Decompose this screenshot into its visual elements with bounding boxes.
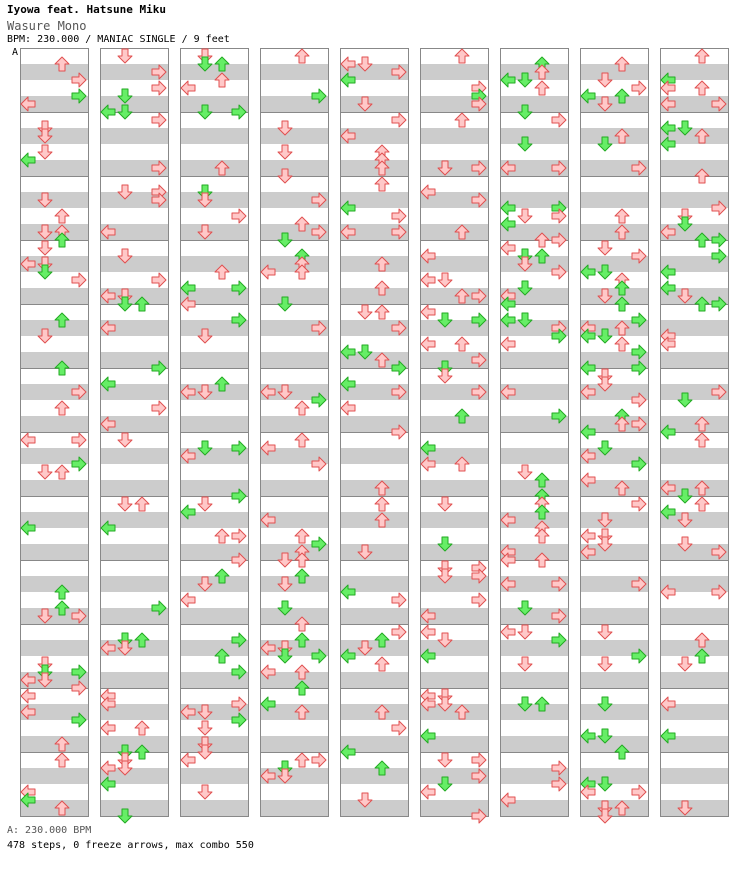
arrow-up-icon (55, 401, 69, 415)
beat-stripe (500, 96, 568, 112)
beat-stripe (580, 288, 648, 304)
beat-stripe (580, 64, 648, 80)
arrow-down-icon (598, 657, 612, 671)
beat-stripe (260, 736, 328, 752)
arrow-right-icon (392, 209, 406, 223)
arrow-up-icon (135, 497, 149, 511)
beat-stripe (660, 448, 728, 464)
chart-column (180, 49, 249, 817)
beat-stripe (180, 128, 248, 144)
arrow-right-icon (312, 753, 326, 767)
beat-stripe (180, 576, 248, 592)
beat-stripe (340, 96, 408, 112)
arrow-left-icon (101, 721, 115, 735)
arrow-left-icon (181, 753, 195, 767)
beat-stripe (660, 768, 728, 784)
arrow-down-icon (198, 785, 212, 799)
beat-stripe (180, 160, 248, 176)
beat-stripe (180, 64, 248, 80)
arrow-up-icon (295, 433, 309, 447)
song-artist: Iyowa feat. Hatsune Miku (7, 3, 166, 16)
arrow-up-icon (215, 529, 229, 543)
beat-stripe (580, 608, 648, 624)
beat-stripe (420, 224, 488, 240)
arrow-down-icon (678, 657, 692, 671)
beat-stripe (340, 256, 408, 272)
beat-stripe (580, 672, 648, 688)
arrow-right-icon (72, 273, 86, 287)
arrow-down-icon (118, 497, 132, 511)
beat-stripe (340, 672, 408, 688)
arrow-right-icon (472, 753, 486, 767)
beat-stripe (580, 800, 648, 816)
beat-stripe (20, 320, 88, 336)
arrow-up-icon (695, 49, 709, 63)
arrow-up-icon (455, 337, 469, 351)
beat-stripe (420, 672, 488, 688)
beat-stripe (420, 512, 488, 528)
beat-stripe (100, 544, 168, 560)
beat-stripe (20, 736, 88, 752)
arrow-right-icon (632, 785, 646, 799)
beat-stripe (340, 608, 408, 624)
arrow-right-icon (232, 529, 246, 543)
beat-stripe (20, 576, 88, 592)
arrow-down-icon (118, 433, 132, 447)
arrow-right-icon (72, 433, 86, 447)
beat-stripe (180, 736, 248, 752)
arrow-up-icon (535, 529, 549, 543)
arrow-up-icon (295, 401, 309, 415)
beat-stripe (340, 448, 408, 464)
beat-stripe (660, 608, 728, 624)
song-title: Wasure Mono (7, 19, 87, 33)
arrow-down-icon (118, 49, 132, 63)
beat-stripe (100, 800, 168, 816)
beat-stripe (260, 128, 328, 144)
arrow-down-icon (38, 241, 52, 255)
arrow-left-icon (341, 401, 355, 415)
arrow-left-icon (501, 625, 515, 639)
beat-stripe (20, 128, 88, 144)
beat-stripe (180, 192, 248, 208)
arrow-down-icon (518, 657, 532, 671)
chart-column (580, 49, 649, 824)
arrow-right-icon (392, 113, 406, 127)
beat-stripe (660, 640, 728, 656)
beat-stripe (20, 352, 88, 368)
beat-stripe (500, 672, 568, 688)
beat-stripe (340, 768, 408, 784)
beat-stripe (660, 800, 728, 816)
beat-stripe (100, 736, 168, 752)
beat-stripe (20, 480, 88, 496)
arrow-left-icon (421, 273, 435, 287)
arrow-right-icon (392, 625, 406, 639)
arrow-down-icon (598, 241, 612, 255)
chart-column (20, 49, 89, 817)
arrow-left-icon (421, 625, 435, 639)
arrow-right-icon (552, 113, 566, 127)
beat-stripe (180, 768, 248, 784)
beat-stripe (100, 128, 168, 144)
beat-stripe (20, 544, 88, 560)
arrow-down-icon (438, 497, 452, 511)
arrow-right-icon (152, 81, 166, 95)
beat-stripe (660, 160, 728, 176)
arrow-down-icon (198, 721, 212, 735)
arrow-up-icon (295, 753, 309, 767)
beat-stripe (180, 608, 248, 624)
arrow-left-icon (421, 785, 435, 799)
bpm-change-marker: A (12, 47, 19, 58)
chart-info: BPM: 230.000 / MANIAC SINGLE / 9 feet (7, 34, 230, 45)
arrow-right-icon (152, 273, 166, 287)
arrow-up-icon (135, 721, 149, 735)
beat-stripe (100, 448, 168, 464)
beat-stripe (500, 736, 568, 752)
beat-stripe (260, 64, 328, 80)
arrow-down-icon (438, 273, 452, 287)
arrow-left-icon (501, 337, 515, 351)
beat-stripe (500, 480, 568, 496)
arrow-right-icon (632, 497, 646, 511)
beat-stripe (340, 512, 408, 528)
beat-stripe (420, 128, 488, 144)
beat-stripe (660, 672, 728, 688)
arrow-down-icon (38, 145, 52, 159)
arrow-left-icon (21, 433, 35, 447)
beat-stripe (340, 480, 408, 496)
beat-stripe (20, 224, 88, 240)
arrow-up-icon (295, 49, 309, 63)
arrow-down-icon (38, 465, 52, 479)
arrow-left-icon (21, 689, 35, 703)
beat-stripe (180, 416, 248, 432)
arrow-up-icon (55, 753, 69, 767)
beat-stripe (500, 448, 568, 464)
beat-stripe (20, 640, 88, 656)
beat-stripe (260, 800, 328, 816)
footer-step-stats: 478 steps, 0 freeze arrows, max combo 550 (7, 840, 254, 851)
arrow-down-icon (518, 209, 532, 223)
arrow-up-icon (535, 81, 549, 95)
arrow-down-icon (518, 465, 532, 479)
beat-stripe (260, 480, 328, 496)
beat-stripe (420, 416, 488, 432)
arrow-up-icon (615, 209, 629, 223)
arrow-down-icon (358, 305, 372, 319)
beat-stripe (500, 128, 568, 144)
beat-stripe (580, 224, 648, 240)
beat-stripe (340, 288, 408, 304)
arrow-down-icon (278, 145, 292, 159)
arrow-up-icon (375, 657, 389, 671)
beat-stripe (340, 160, 408, 176)
beat-stripe (180, 800, 248, 816)
arrow-right-icon (392, 593, 406, 607)
beat-stripe (580, 704, 648, 720)
arrow-down-icon (598, 625, 612, 639)
arrow-down-icon (438, 753, 452, 767)
arrow-down-icon (518, 625, 532, 639)
arrow-right-icon (632, 81, 646, 95)
arrow-left-icon (181, 593, 195, 607)
beat-stripe (500, 704, 568, 720)
beat-stripe (20, 768, 88, 784)
beat-stripe (580, 128, 648, 144)
arrow-up-icon (295, 529, 309, 543)
beat-stripe (100, 672, 168, 688)
arrow-right-icon (152, 113, 166, 127)
arrow-up-icon (695, 81, 709, 95)
beat-stripe (340, 544, 408, 560)
arrow-up-icon (615, 337, 629, 351)
arrow-left-icon (421, 305, 435, 319)
arrow-up-icon (375, 177, 389, 191)
beat-stripe (180, 256, 248, 272)
beat-stripe (260, 416, 328, 432)
beat-stripe (260, 352, 328, 368)
arrow-down-icon (198, 497, 212, 511)
arrow-right-icon (152, 401, 166, 415)
arrow-left-icon (421, 337, 435, 351)
chart-column (660, 49, 729, 817)
beat-stripe (100, 480, 168, 496)
arrow-left-icon (181, 81, 195, 95)
chart-column (260, 49, 329, 817)
beat-stripe (340, 704, 408, 720)
beat-stripe (180, 224, 248, 240)
chart-column (100, 49, 169, 824)
chart-column (420, 49, 489, 824)
arrow-right-icon (232, 209, 246, 223)
beat-stripe (660, 352, 728, 368)
arrow-up-icon (55, 209, 69, 223)
footer-bpm-summary: A: 230.000 BPM (7, 825, 92, 836)
beat-stripe (420, 480, 488, 496)
arrow-up-icon (695, 497, 709, 511)
beat-stripe (420, 544, 488, 560)
arrow-right-icon (472, 593, 486, 607)
beat-stripe (260, 608, 328, 624)
arrow-left-icon (501, 241, 515, 255)
beat-stripe (20, 192, 88, 208)
arrow-right-icon (392, 721, 406, 735)
arrow-up-icon (375, 497, 389, 511)
beat-stripe (100, 256, 168, 272)
arrow-up-icon (455, 113, 469, 127)
arrow-up-icon (695, 433, 709, 447)
beat-stripe (260, 576, 328, 592)
beat-stripe (260, 288, 328, 304)
arrow-down-icon (438, 369, 452, 383)
beat-stripe (580, 512, 648, 528)
beat-stripe (100, 576, 168, 592)
arrow-up-icon (455, 49, 469, 63)
arrow-up-icon (375, 305, 389, 319)
beat-stripe (180, 352, 248, 368)
beat-stripe (20, 416, 88, 432)
beat-stripe (260, 160, 328, 176)
arrow-up-icon (55, 465, 69, 479)
beat-stripe (340, 800, 408, 816)
beat-stripe (420, 64, 488, 80)
beat-stripe (20, 288, 88, 304)
beat-stripe (500, 352, 568, 368)
chart-column (340, 49, 409, 817)
arrow-left-icon (581, 529, 595, 543)
beat-stripe (580, 192, 648, 208)
chart-column (500, 49, 569, 817)
